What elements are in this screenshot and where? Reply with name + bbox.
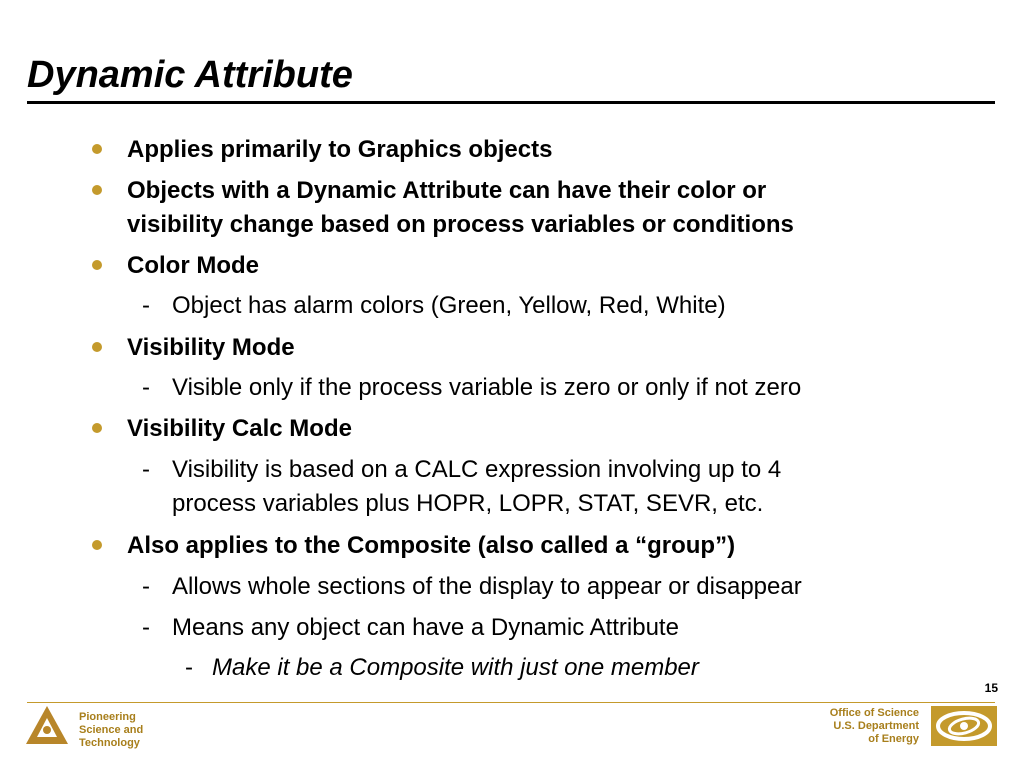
title-underline <box>27 101 995 104</box>
sub-bullet-dash: - <box>142 456 150 483</box>
bullet-text: Color Mode <box>127 252 259 279</box>
sub-bullet-dash: - <box>142 614 150 641</box>
office-of-science-label <box>830 707 919 746</box>
slide-title: Dynamic Attribute <box>27 54 353 96</box>
pioneering-tagline <box>79 711 143 750</box>
bullet-marker <box>92 540 102 550</box>
sub-bullet-text: Visibility is based on a CALC expression involving up to 4 <box>172 456 782 483</box>
bullet-text: Visibility Calc Mode <box>127 415 352 442</box>
bullet-marker <box>92 342 102 352</box>
doe-logo-icon <box>931 706 997 751</box>
osc-line: of Energy <box>868 733 919 745</box>
bullet-text: Also applies to the Composite (also called a “group”) <box>127 532 736 559</box>
sub-bullet-dash: - <box>142 292 150 319</box>
bullet-text: Visibility Mode <box>127 334 295 361</box>
footer-divider <box>27 702 995 703</box>
osc-line: Office of Science <box>829 707 919 719</box>
sub-bullet-text: Allows whole sections of the display to appear or disappear <box>172 573 802 600</box>
sub-bullet-text: Object has alarm colors (Green, Yellow, Red, White) <box>172 292 726 319</box>
sub-bullet-text: Means any object can have a Dynamic Attribute <box>172 614 679 641</box>
bullet-marker <box>92 185 102 195</box>
sub-bullet-text: Visible only if the process variable is zero or only if not zero <box>172 374 802 401</box>
tagline-line: Technology <box>79 737 140 749</box>
anl-logo-icon <box>26 706 68 749</box>
sub-bullet-text: process variables plus HOPR, LOPR, STAT, SEVR, etc. <box>172 490 764 517</box>
osc-line: U.S. Department <box>833 720 919 732</box>
sub-bullet-text: Make it be a Composite with just one member <box>212 654 699 681</box>
bullet-marker <box>92 423 102 433</box>
tagline-line: Science and <box>79 724 144 736</box>
page-number: 15 <box>984 681 998 695</box>
sub-bullet-dash: - <box>142 573 150 600</box>
sub-bullet-dash: - <box>142 374 150 401</box>
bullet-marker <box>92 144 102 154</box>
tagline-line: Pioneering <box>79 711 136 723</box>
bullet-text: Applies primarily to Graphics objects <box>127 136 553 163</box>
bullet-text: visibility change based on process variables or conditions <box>127 211 794 238</box>
sub-bullet-dash: - <box>185 654 193 681</box>
bullet-marker <box>92 260 102 270</box>
bullet-text: Objects with a Dynamic Attribute can have their color or <box>127 177 767 204</box>
